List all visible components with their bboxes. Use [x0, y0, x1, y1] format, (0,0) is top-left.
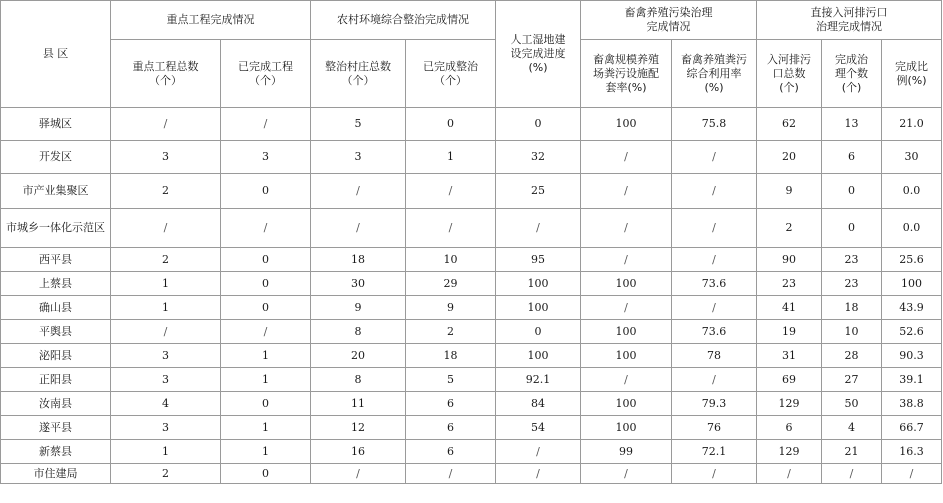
table-cell: /: [221, 320, 311, 344]
table-cell: 19: [757, 320, 822, 344]
county-name-cell: 西平县: [1, 248, 111, 272]
table-cell: 3: [111, 416, 221, 440]
table-cell: 20: [311, 344, 406, 368]
table-cell: 0: [496, 108, 581, 141]
table-cell: 20: [757, 141, 822, 174]
table-cell: 0: [221, 392, 311, 416]
table-cell: 50: [822, 392, 882, 416]
table-cell: 0.0: [882, 174, 942, 209]
table-cell: 29: [406, 272, 496, 296]
table-row: [1, 174, 942, 209]
table-cell: 3: [111, 141, 221, 174]
table-cell: 62: [757, 108, 822, 141]
table-cell: 30: [311, 272, 406, 296]
county-name-cell: 驿城区: [1, 108, 111, 141]
table-cell: /: [672, 141, 757, 174]
table-cell: 100: [581, 320, 672, 344]
table-cell: 52.6: [882, 320, 942, 344]
table-cell: 18: [406, 344, 496, 368]
table-cell: 92.1: [496, 368, 581, 392]
table-row: [1, 440, 942, 464]
table-cell: 0: [822, 174, 882, 209]
table-cell: 129: [757, 392, 822, 416]
table-row: [1, 320, 942, 344]
rural-environment-group-header: 农村环境综合整治完成情况: [311, 1, 496, 40]
table-cell: 4: [111, 392, 221, 416]
table-cell: 75.8: [672, 108, 757, 141]
table-cell: 13: [822, 108, 882, 141]
table-cell: /: [757, 464, 822, 484]
table-cell: 16.3: [882, 440, 942, 464]
total-outlets-header: 入河排污 口总数 (个): [757, 40, 822, 108]
table-cell: /: [882, 464, 942, 484]
total-key-projects-header: 重点工程总数 （个）: [111, 40, 221, 108]
table-cell: 8: [311, 368, 406, 392]
table-cell: /: [221, 108, 311, 141]
table-cell: 79.3: [672, 392, 757, 416]
table-cell: 100: [882, 272, 942, 296]
table-cell: 6: [406, 392, 496, 416]
table-row: [1, 296, 942, 320]
county-name-cell: 正阳县: [1, 368, 111, 392]
table-body: [1, 108, 942, 484]
table-cell: 78: [672, 344, 757, 368]
table-row: [1, 416, 942, 440]
county-header: 县 区: [1, 1, 111, 108]
table-cell: 23: [757, 272, 822, 296]
table-cell: /: [111, 209, 221, 248]
table-row: [1, 248, 942, 272]
table-cell: 66.7: [882, 416, 942, 440]
table-cell: 10: [406, 248, 496, 272]
table-cell: /: [496, 464, 581, 484]
table-cell: 1: [221, 440, 311, 464]
table-cell: 95: [496, 248, 581, 272]
table-cell: 69: [757, 368, 822, 392]
table-cell: /: [581, 209, 672, 248]
table-cell: 43.9: [882, 296, 942, 320]
table-cell: 2: [111, 248, 221, 272]
table-cell: 31: [757, 344, 822, 368]
table-row: [1, 272, 942, 296]
table-cell: 41: [757, 296, 822, 320]
sewage-outlet-group-header: 直接入河排污口 治理完成情况: [757, 1, 942, 40]
table-cell: 3: [221, 141, 311, 174]
table-cell: 90: [757, 248, 822, 272]
table-cell: /: [496, 209, 581, 248]
table-cell: 0: [496, 320, 581, 344]
table-cell: 0.0: [882, 209, 942, 248]
table-cell: 9: [757, 174, 822, 209]
table-cell: /: [581, 141, 672, 174]
table-cell: 54: [496, 416, 581, 440]
table-cell: 2: [406, 320, 496, 344]
table-cell: 2: [757, 209, 822, 248]
table-cell: 6: [406, 416, 496, 440]
table-cell: 1: [111, 296, 221, 320]
table-cell: 100: [581, 344, 672, 368]
table-row: [1, 209, 942, 248]
county-name-cell: 汝南县: [1, 392, 111, 416]
table-cell: 100: [581, 272, 672, 296]
completed-projects-header: 已完成工程 （个）: [221, 40, 311, 108]
table-cell: /: [406, 174, 496, 209]
table-cell: 10: [822, 320, 882, 344]
table-cell: 0: [406, 108, 496, 141]
table-cell: /: [496, 440, 581, 464]
table-row: [1, 464, 942, 484]
table-cell: /: [581, 368, 672, 392]
table-cell: 90.3: [882, 344, 942, 368]
table-cell: 100: [581, 416, 672, 440]
county-name-cell: 新蔡县: [1, 440, 111, 464]
table-cell: 100: [496, 272, 581, 296]
table-cell: 21: [822, 440, 882, 464]
table-cell: 5: [311, 108, 406, 141]
table-cell: 12: [311, 416, 406, 440]
table-cell: /: [111, 320, 221, 344]
table-cell: 100: [496, 296, 581, 320]
table-cell: 38.8: [882, 392, 942, 416]
table-cell: /: [672, 174, 757, 209]
county-name-cell: 确山县: [1, 296, 111, 320]
county-name-cell: 市产业集聚区: [1, 174, 111, 209]
table-cell: 73.6: [672, 320, 757, 344]
table-cell: 2: [111, 174, 221, 209]
table-cell: 5: [406, 368, 496, 392]
table-row: [1, 108, 942, 141]
table-cell: 1: [221, 416, 311, 440]
table-cell: 30: [882, 141, 942, 174]
utilization-rate-header: 畜禽养殖粪污 综合利用率 (%): [672, 40, 757, 108]
table-cell: 27: [822, 368, 882, 392]
table-cell: 8: [311, 320, 406, 344]
table-cell: 28: [822, 344, 882, 368]
table-cell: 0: [221, 248, 311, 272]
table-cell: /: [406, 464, 496, 484]
table-cell: 21.0: [882, 108, 942, 141]
table-row: [1, 141, 942, 174]
table-cell: 6: [406, 440, 496, 464]
table-cell: 39.1: [882, 368, 942, 392]
table-row: [1, 344, 942, 368]
table-cell: 25: [496, 174, 581, 209]
table-cell: /: [822, 464, 882, 484]
table-cell: 129: [757, 440, 822, 464]
table-cell: 73.6: [672, 272, 757, 296]
table-cell: 6: [757, 416, 822, 440]
table-cell: 0: [221, 464, 311, 484]
table-cell: /: [672, 248, 757, 272]
table-cell: /: [311, 464, 406, 484]
table-cell: 72.1: [672, 440, 757, 464]
table-cell: 1: [406, 141, 496, 174]
table-cell: 6: [822, 141, 882, 174]
table-cell: 18: [311, 248, 406, 272]
table-cell: /: [672, 464, 757, 484]
table-row: [1, 368, 942, 392]
table-cell: 2: [111, 464, 221, 484]
county-name-cell: 泌阳县: [1, 344, 111, 368]
table-cell: /: [406, 209, 496, 248]
county-name-cell: 遂平县: [1, 416, 111, 440]
table-cell: /: [581, 464, 672, 484]
table-cell: /: [111, 108, 221, 141]
table-cell: 1: [221, 344, 311, 368]
table-cell: 3: [111, 368, 221, 392]
county-name-cell: 开发区: [1, 141, 111, 174]
table-cell: 11: [311, 392, 406, 416]
table-cell: 1: [221, 368, 311, 392]
county-name-cell: 市住建局: [1, 464, 111, 484]
county-name-cell: 上蔡县: [1, 272, 111, 296]
table-cell: 100: [581, 108, 672, 141]
total-villages-header: 整治村庄总数 （个）: [311, 40, 406, 108]
table-row: [1, 392, 942, 416]
table-cell: 0: [221, 296, 311, 320]
table-cell: 100: [496, 344, 581, 368]
table-cell: /: [581, 296, 672, 320]
table-cell: 4: [822, 416, 882, 440]
table-cell: 99: [581, 440, 672, 464]
table-cell: 3: [111, 344, 221, 368]
county-name-cell: 平舆县: [1, 320, 111, 344]
table-cell: /: [221, 209, 311, 248]
table-cell: 23: [822, 248, 882, 272]
completed-remediation-header: 已完成整治 （个）: [406, 40, 496, 108]
table-cell: 0: [221, 272, 311, 296]
table-cell: /: [672, 209, 757, 248]
table-cell: 23: [822, 272, 882, 296]
table-cell: 18: [822, 296, 882, 320]
table-cell: 32: [496, 141, 581, 174]
completion-ratio-header: 完成比 例(%): [882, 40, 942, 108]
table-cell: 100: [581, 392, 672, 416]
table-cell: 16: [311, 440, 406, 464]
key-projects-group-header: 重点工程完成情况: [111, 1, 311, 40]
table-cell: /: [672, 296, 757, 320]
treated-outlets-header: 完成治 理个数 (个): [822, 40, 882, 108]
table-cell: 84: [496, 392, 581, 416]
county-name-cell: 市城乡一体化示范区: [1, 209, 111, 248]
table-cell: /: [311, 174, 406, 209]
table-cell: 25.6: [882, 248, 942, 272]
livestock-pollution-group-header: 畜禽养殖污染治理 完成情况: [581, 1, 757, 40]
table-cell: 3: [311, 141, 406, 174]
table-cell: 9: [311, 296, 406, 320]
table-cell: /: [581, 174, 672, 209]
table-cell: /: [581, 248, 672, 272]
facility-rate-header: 畜禽规模养殖 场粪污设施配 套率(%): [581, 40, 672, 108]
table-cell: 1: [111, 440, 221, 464]
table-cell: 0: [221, 174, 311, 209]
table-cell: 9: [406, 296, 496, 320]
table-cell: /: [672, 368, 757, 392]
table-cell: 76: [672, 416, 757, 440]
table-cell: 0: [822, 209, 882, 248]
table-cell: 1: [111, 272, 221, 296]
table-cell: /: [311, 209, 406, 248]
wetland-progress-header: 人工湿地建 设完成进度 (%): [496, 1, 581, 108]
